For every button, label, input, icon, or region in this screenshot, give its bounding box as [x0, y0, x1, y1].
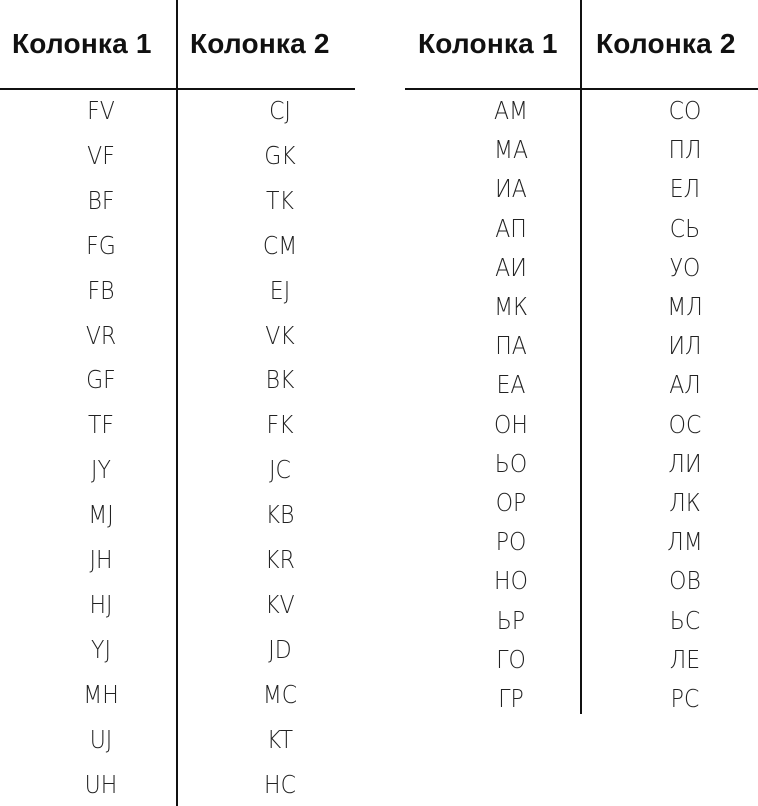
table-1-cell: VF: [87, 140, 115, 170]
table-1-cell: FG: [86, 230, 116, 260]
table-2-cell: ЛМ: [667, 527, 703, 557]
table-2-cell: ЬО: [494, 448, 528, 478]
table-2-cell: МЛ: [667, 292, 703, 321]
table-2-cell: ЬР: [496, 605, 526, 635]
table-1-header-column-1: Колонка 1: [12, 28, 152, 59]
table-2-cell: ЛК: [669, 488, 701, 517]
table-2-cell: УО: [669, 252, 701, 282]
table-1-cell: GK: [264, 140, 296, 170]
table-1-cell: MC: [262, 679, 298, 709]
table-1-header-column-2: Колонка 2: [190, 28, 330, 59]
table-1-cell: JC: [269, 455, 291, 485]
table-2-cell: ИА: [495, 174, 527, 204]
table-2-cell: СО: [668, 96, 702, 125]
table-1-cell: FK: [266, 410, 294, 440]
table-2-cell: ЛИ: [668, 448, 702, 478]
table-1-cell: KT: [266, 724, 294, 754]
table-2-cell: НО: [494, 566, 528, 596]
table-2-cell: ЛЕ: [669, 644, 701, 674]
table-1-cell: KB: [265, 500, 295, 530]
table-1-cell: BK: [265, 365, 295, 395]
table-2-column-divider: [580, 0, 582, 714]
table-1-cell: JY: [91, 455, 111, 485]
table-1-cell: FB: [87, 275, 115, 305]
table-2-cell: МА: [493, 135, 529, 165]
table-1-cell: VK: [265, 320, 295, 350]
table-2-cell: ПЛ: [668, 135, 702, 165]
table-2-cell: ЬС: [669, 605, 701, 635]
table-1-cell: HJ: [89, 589, 113, 619]
table-2-cell: ИЛ: [668, 331, 702, 361]
table-2-cell: ОР: [495, 488, 527, 517]
table-2-cell: АИ: [495, 252, 527, 282]
table-1-cell: VR: [85, 320, 117, 350]
table-2-cell: ОН: [494, 409, 528, 439]
table-2-cell: ОС: [668, 409, 702, 439]
table-1-cell: CJ: [269, 96, 291, 125]
table-1-cell: KV: [265, 589, 295, 619]
table-1-cell: FV: [87, 96, 115, 125]
table-1-cell: MJ: [88, 500, 114, 530]
table-1-cell: UH: [84, 769, 118, 799]
table-2-cell: ОВ: [669, 566, 701, 596]
table-1-cell: HC: [264, 769, 296, 799]
table-1-cell: BF: [87, 185, 115, 215]
table-2-header-column-2: Колонка 2: [596, 28, 736, 59]
table-1-cell: JH: [89, 545, 113, 574]
table-1-cell: MH: [83, 679, 119, 709]
table-1-cell: TF: [87, 410, 115, 440]
table-2-cell: АП: [495, 213, 527, 243]
table-1-cell: CM: [262, 230, 298, 260]
table-2-cell: АМ: [493, 96, 529, 125]
table-1-cell: KR: [265, 545, 295, 574]
table-2-cell: АЛ: [669, 370, 701, 400]
table-2-cell: МК: [494, 292, 528, 321]
table-1-cell: JD: [268, 634, 292, 664]
table-2-cell: ЕЛ: [669, 174, 701, 204]
table-2-cell: ГР: [498, 684, 524, 713]
table-2-cell: ЕА: [496, 370, 526, 400]
table-2-cell: СЬ: [669, 213, 701, 243]
table-2-cell: РО: [495, 527, 527, 557]
table-1-cell: GF: [86, 365, 116, 395]
table-1-cell: UJ: [89, 724, 113, 754]
table-1-cell: TK: [266, 185, 294, 215]
table-2-header-column-1: Колонка 1: [418, 28, 558, 59]
table-2-cell: РС: [670, 684, 700, 713]
table-2-cell: ПА: [495, 331, 527, 361]
table-2-cell: ГО: [496, 644, 526, 674]
table-1-cell: YJ: [91, 634, 111, 664]
table-1-cell: EJ: [269, 275, 291, 305]
